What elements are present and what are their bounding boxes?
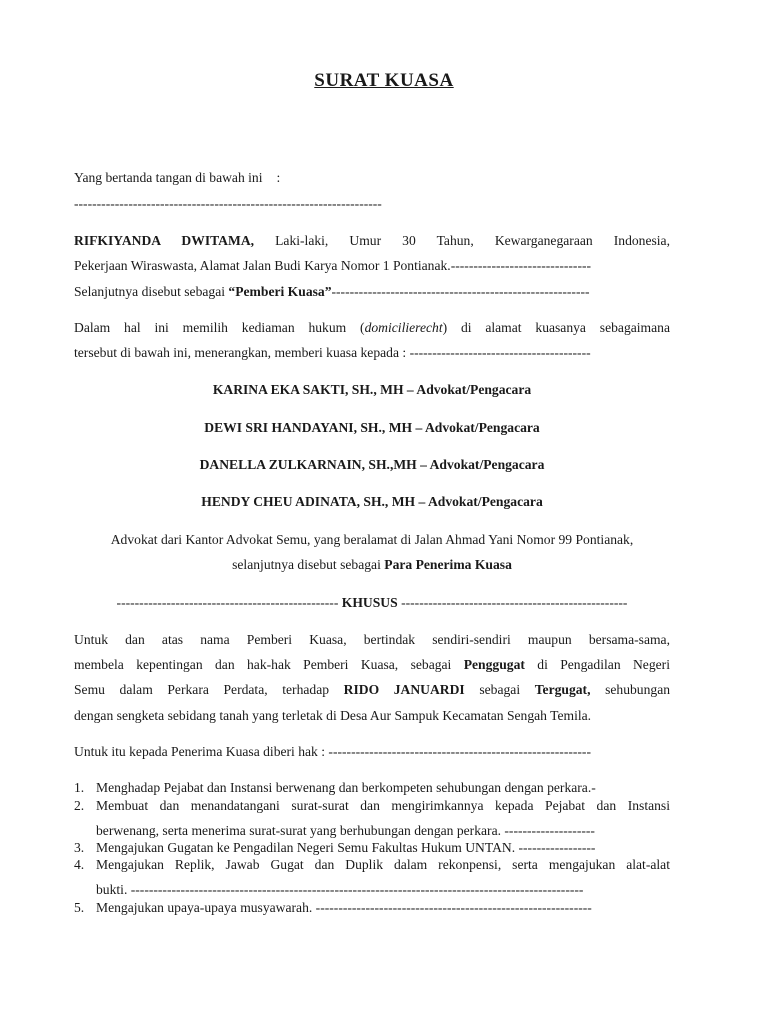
defendant-name: RIDO JANUARDI xyxy=(343,682,465,697)
rights-item-4-number: 4. xyxy=(74,857,85,872)
grantor-role-dashes: --------------------------------------------------------- xyxy=(331,284,590,299)
body-line-1: Untuk dan atas nama Pemberi Kuasa, bertindak sendiri-sendiri maupun bersama-sama, xyxy=(74,632,670,647)
rights-item-5: Mengajukan upaya-upaya musyawarah. ------------------------------------------------------------- xyxy=(96,900,592,915)
recipient-3: DANELLA ZULKARNAIN, SH.,MH – Advokat/Pengacara xyxy=(199,457,545,472)
body-line-3-b: sebagai xyxy=(479,682,521,697)
recipient-2: DEWI SRI HANDAYANI, SH., MH – Advokat/Pengacara xyxy=(204,420,540,435)
defendant-label: Tergugat, xyxy=(534,682,591,697)
rights-item-3-number: 3. xyxy=(74,840,85,855)
rights-item-1: Menghadap Pejabat dan Instansi berwenang dan berkompeten sehubungan dengan perkara.- xyxy=(96,780,596,795)
khusus-dashes-left: ------------------------------------------------- xyxy=(116,595,339,610)
domicile-text-b: ) di alamat kuasanya sebagaimana xyxy=(442,320,670,335)
intro-text: Yang bertanda tangan di bawah ini xyxy=(74,170,263,185)
office-prefix: selanjutnya disebut sebagai xyxy=(232,557,381,572)
domicile-line-1 xyxy=(74,320,670,336)
rights-item-5-number: 5. xyxy=(74,900,85,915)
grantor-line-2: Pekerjaan Wiraswasta, Alamat Jalan Budi Karya Nomor 1 Pontianak.------------------------------- xyxy=(74,258,592,273)
domicile-line-2: tersebut di bawah ini, menerangkan, memberi kuasa kepada : ---------------------------------------- xyxy=(74,345,591,360)
khusus-dashes-right: -------------------------------------------------- xyxy=(401,595,628,610)
intro-line xyxy=(74,170,670,186)
grantor-line-1 xyxy=(74,233,670,249)
intro-colon: : xyxy=(276,170,281,185)
grantor-line-3 xyxy=(74,284,670,300)
khusus-separator xyxy=(74,595,670,611)
rights-item-4-line-1: Mengajukan Replik, Jawab Gugat dan Duplik dalam rekonpensi, serta mengajukan alat-alat xyxy=(96,857,670,872)
grantor-role-prefix: Selanjutnya disebut sebagai xyxy=(74,284,226,299)
body-line-3 xyxy=(74,682,670,698)
grantor-details: Laki-laki, Umur 30 Tahun, Kewarganegaraan Indonesia, xyxy=(275,233,670,248)
plaintiff-label: Penggugat xyxy=(463,657,525,672)
domicile-term: domicilierecht xyxy=(364,320,443,335)
office-line-1: Advokat dari Kantor Advokat Semu, yang beralamat di Jalan Ahmad Yani Nomor 99 Pontianak, xyxy=(110,532,634,547)
domicile-text-a: Dalam hal ini memilih kediaman hukum ( xyxy=(74,320,365,335)
rights-item-2-line-2: berwenang, serta menerima surat-surat yang berhubungan dengan perkara. -------------------- xyxy=(96,823,595,838)
rights-intro: Untuk itu kepada Penerima Kuasa diberi hak : ---------------------------------------------------------- xyxy=(74,744,591,759)
rights-item-4-line-2: bukti. ---------------------------------------------------------------------------------------------------- xyxy=(96,882,584,897)
grantor-name: RIFKIYANDA DWITAMA, xyxy=(74,233,255,248)
office-line-2 xyxy=(74,557,670,573)
document-title: SURAT KUASA xyxy=(314,70,454,91)
body-line-2-a: membela kepentingan dan hak-hak Pemberi Kuasa, sebagai xyxy=(74,657,452,672)
rights-item-1-number: 1. xyxy=(74,780,85,795)
khusus-label: KHUSUS xyxy=(341,595,398,610)
body-line-4: dengan sengketa sebidang tanah yang terletak di Desa Aur Sampuk Kecamatan Sengah Temila. xyxy=(74,708,592,723)
body-line-3-a: Semu dalam Perkara Perdata, terhadap xyxy=(74,682,330,697)
body-line-2-b: di Pengadilan Negeri xyxy=(537,657,670,672)
rights-item-3: Mengajukan Gugatan ke Pengadilan Negeri Semu Fakultas Hukum UNTAN. ----------------- xyxy=(96,840,596,855)
body-line-2 xyxy=(74,657,670,673)
office-role: Para Penerima Kuasa xyxy=(384,557,512,572)
recipient-4: HENDY CHEU ADINATA, SH., MH – Advokat/Pengacara xyxy=(201,494,543,509)
grantor-role: “Pemberi Kuasa” xyxy=(228,284,332,299)
intro-dashes: -------------------------------------------------------------------- xyxy=(74,196,382,211)
rights-item-2-number: 2. xyxy=(74,798,85,813)
rights-item-2-line-1: Membuat dan menandatangani surat-surat dan mengirimkannya kepada Pejabat dan Instansi xyxy=(96,798,670,813)
recipient-1: KARINA EKA SAKTI, SH., MH – Advokat/Pengacara xyxy=(212,382,532,397)
body-line-3-c: sehubungan xyxy=(605,682,670,697)
